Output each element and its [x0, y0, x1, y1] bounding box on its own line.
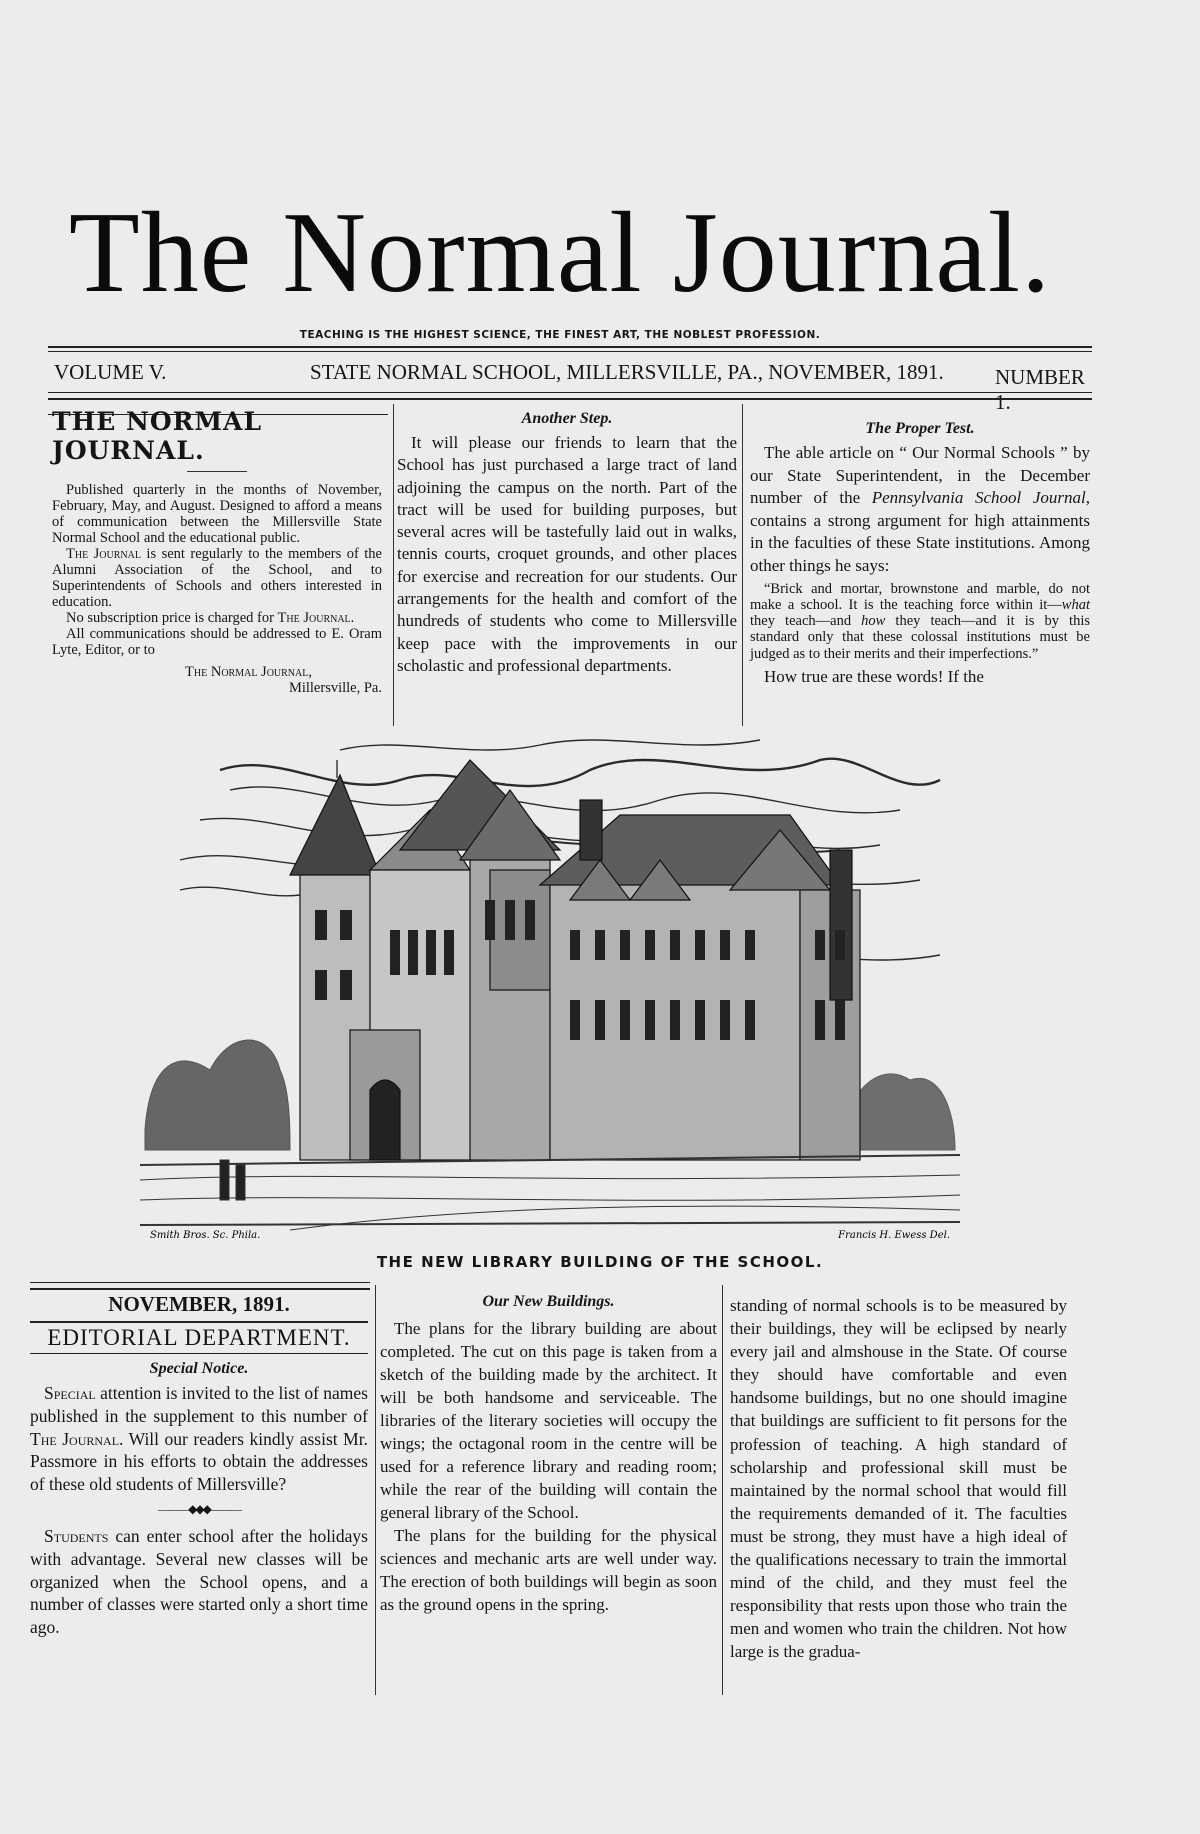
divider-bottom-1: [375, 1285, 376, 1695]
quote-c: they teach—and it is by this standard only that these colossal institutions must be judged as to their merits and their imperfections.”: [750, 613, 1090, 662]
proper-test-p1b: , contains a strong argument for high attainments in the faculties of these State institutions. Among other things he says:: [750, 488, 1090, 575]
engraver-credit: Smith Bros. Sc. Phila.: [150, 1230, 261, 1241]
col1-addr1-text: The Normal Journal,: [185, 664, 312, 680]
col1-p4: All communications should be addressed to E. Oram Lyte, Editor, or to: [52, 626, 382, 658]
quote-a: “Brick and mortar, brownstone and marble, do not make a school. It is the teaching force within it—: [750, 580, 1090, 613]
quote-what: what: [1061, 596, 1090, 613]
bottom-rule-1: [30, 1282, 370, 1283]
col1-p2: [52, 546, 382, 610]
bottom-rule-2: [30, 1288, 370, 1290]
dateline: [52, 356, 1092, 414]
ground: [140, 1155, 960, 1230]
section-rule: [30, 1353, 368, 1354]
bottom-column-1: [30, 1292, 368, 1639]
column-3: [750, 420, 1090, 689]
quote-b: they teach—and: [750, 613, 862, 630]
column-1: [52, 407, 382, 696]
students-lead: Students: [44, 1525, 109, 1546]
ornament-divider: ———◆◆◆———: [158, 1501, 240, 1516]
special-notice-b: Will our readers kindly assist Mr. Passmore in his efforts to obtain the addresses of these old students of Millersville?: [30, 1428, 368, 1495]
column-2: [397, 410, 737, 677]
col1-p1: Published quarterly in the months of November, February, May, and August. Designed to afford a means of communication between the Millersville State Normal School and the educational public.: [52, 482, 382, 546]
another-step-heading: Another Step.: [521, 410, 613, 427]
col1-address-2: Millersville, Pa.: [288, 680, 382, 696]
col1-p3-tail: The Journal.: [277, 610, 355, 626]
proper-test-p2: How true are these words! If the: [764, 667, 984, 687]
special-notice-journal: The Journal.: [30, 1428, 124, 1449]
masthead-motto: TEACHING IS THE HIGHEST SCIENCE, THE FINEST ART, THE NOBLEST PROFESSION.: [299, 329, 821, 341]
date-rule: [30, 1321, 368, 1323]
dateline-center: STATE NORMAL SCHOOL, MILLERSVILLE, PA., NOVEMBER, 1891.: [310, 360, 944, 384]
artist-credit: Francis H. Ewess Del.: [838, 1230, 950, 1241]
another-step-body: It will please our friends to learn that the School has just purchased a large tract of land adjoining the campus on the north. Part of the tract will be used for building purposes, but several acres will be tastefully laid out in walks, tennis courts, croquet grounds, and other places for exercise and recreation for our students. Our arrangements for the health and comfort of the hundreds of students who come to Millersville keep pace with the improvements in our scholastic and professional departments.: [397, 433, 737, 675]
new-buildings-p2: The plans for the building for the physical sciences and mechanic arts are well under way. The erection of both buildings will begin as soon as the ground opens in the spring.: [380, 1526, 717, 1614]
col1-p2-text: is sent regularly to the members of the Alumni Association of the School, and to Superintendents of Schools and others interested in education.: [52, 546, 382, 610]
top-rule-thin: [48, 351, 1092, 352]
col1-address-1: [52, 664, 382, 680]
quote-how: how: [861, 613, 886, 630]
divider-bottom-2: [722, 1285, 723, 1695]
special-notice-heading: Special Notice.: [149, 1360, 249, 1377]
dateline-rule-2: [48, 398, 1092, 400]
new-buildings-heading: Our New Buildings.: [482, 1293, 615, 1310]
proper-test-p1a: The able article on “ Our Normal Schools ” by our State Superintendent, in the December number of the: [750, 443, 1090, 508]
proper-test-p1: [750, 442, 1090, 578]
editorial-department-heading: EDITORIAL DEPARTMENT.: [47, 1325, 351, 1350]
students-notice: [30, 1525, 368, 1639]
proper-test-quote: [750, 581, 1090, 662]
illustration-caption: THE NEW LIBRARY BUILDING OF THE SCHOOL.: [376, 1253, 824, 1271]
dateline-rule-1: [48, 392, 1092, 393]
proper-test-continued: standing of normal schools is to be measured by their buildings, they will be eclipsed by nearly every jail and almshouse in the State. Of course they should have comfortable and even handsome buildings, but no one should imagine that buildings are sufficient to fit persons for the profession of teaching. A high standard of scholarship and professional skill must be maintained by the normal school that would fill the requirements demanded of it. The faculties must be strong, they must have a high ideal of the qualifications necessary to train the immortal mind of the child, and they must feel the responsibility that rests upon those who train the men and women who train the children. Not how large is the gradua-: [730, 1296, 1067, 1662]
divider-top-2: [742, 404, 743, 726]
library-building-engraving: [140, 730, 960, 1245]
journal-title-gothic: THE NORMAL JOURNAL.: [52, 407, 263, 465]
bottom-column-3: [730, 1294, 1067, 1664]
special-notice-body: [30, 1382, 368, 1496]
volume-label: VOLUME V.: [54, 360, 167, 384]
new-buildings-p1: The plans for the library building are about completed. The cut on this page is taken from a sketch of the building made by the architect. It will be both handsome and serviceable. The libraries of the literary societies will occupy the wings; the octagonal room in the centre will be used for a reference library and reading room; while the rear of the building will contain the general library of the School.: [380, 1319, 717, 1522]
bottom-column-2: [380, 1293, 717, 1616]
issue-date: NOVEMBER, 1891.: [108, 1292, 290, 1316]
title-underline: [187, 471, 247, 472]
masthead-title: The Normal Journal.: [68, 189, 1052, 317]
special-notice-lead: Special: [44, 1383, 96, 1403]
special-notice-a: attention is invited to the list of names published in the supplement to this number of: [30, 1383, 368, 1426]
proper-test-journal: Pennsylvania School Journal: [871, 488, 1086, 508]
proper-test-heading: The Proper Test.: [865, 420, 975, 437]
col1-p3-text: No subscription price is charged for: [66, 610, 278, 626]
divider-top-1: [393, 404, 394, 726]
top-rule: [48, 346, 1092, 348]
students-text: can enter school after the holidays with advantage. Several new classes will be organized when the School opens, and a number of classes were started only a short time ago.: [30, 1525, 368, 1638]
col1-p3: [52, 610, 382, 626]
col1-p2-lead: The Journal: [66, 546, 141, 562]
number-label: NUMBER 1.: [995, 365, 1085, 414]
